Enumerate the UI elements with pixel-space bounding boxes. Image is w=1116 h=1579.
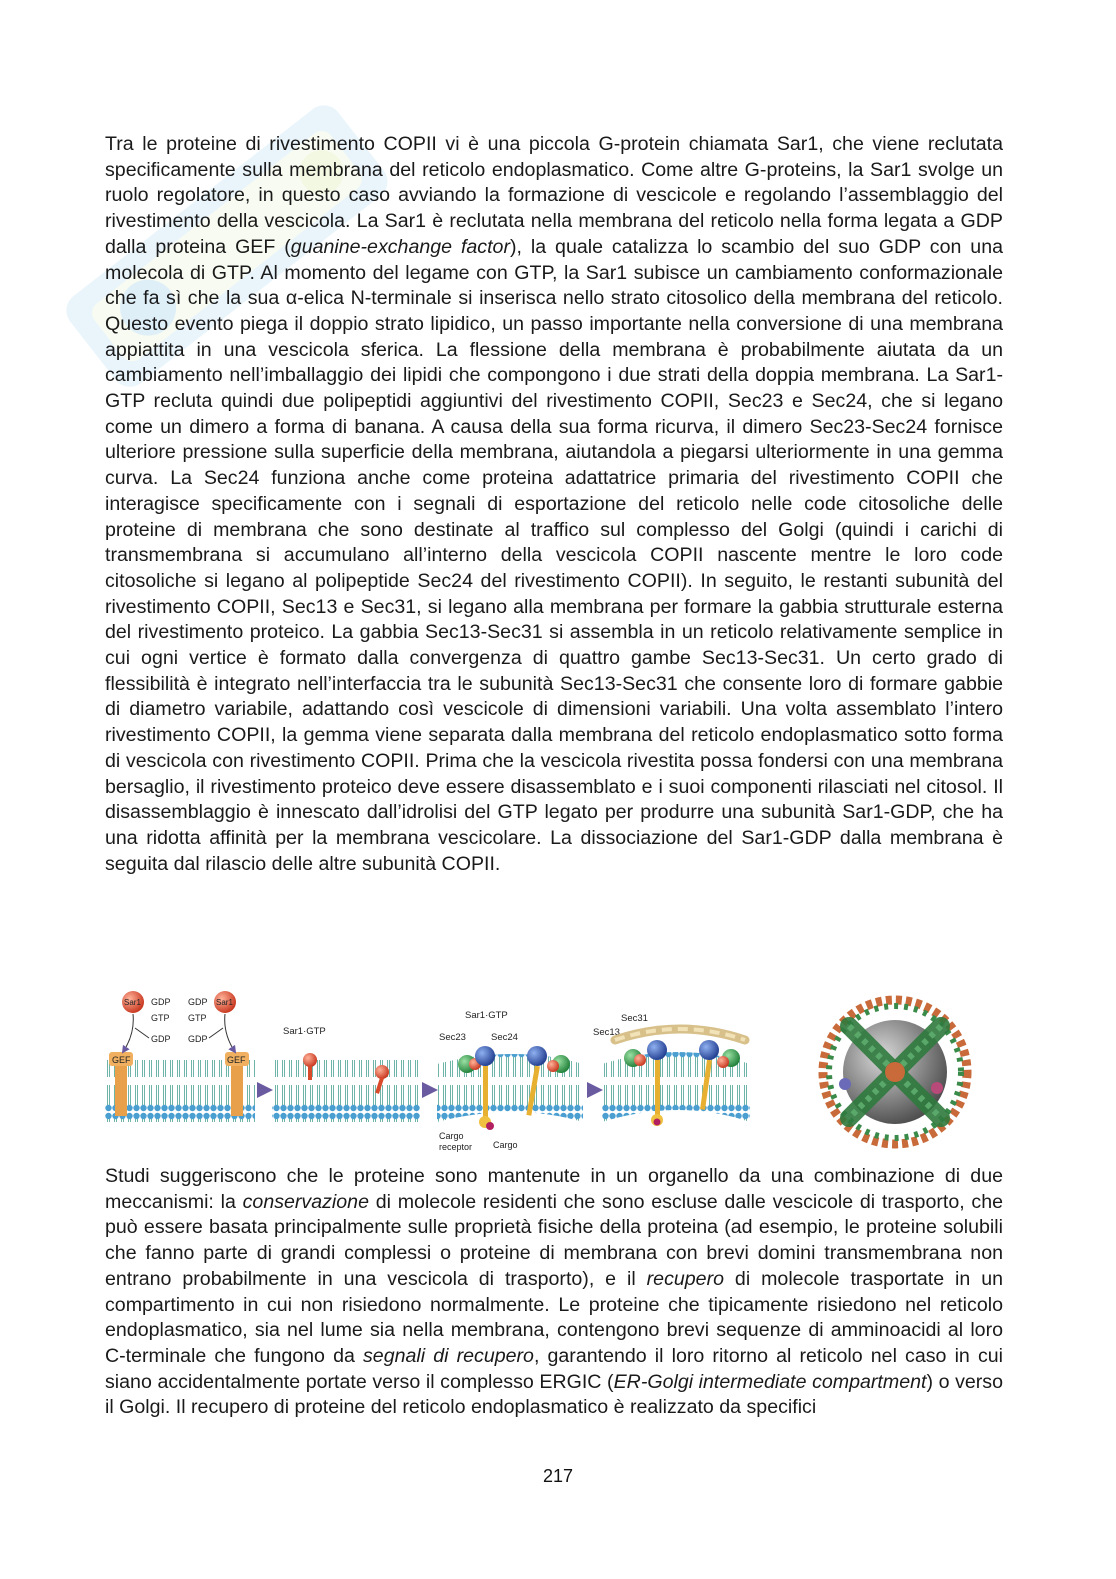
cargo-receptor-stem: [483, 1066, 488, 1120]
exchange-arrow: [123, 1014, 133, 1052]
sec24-ball: [647, 1040, 667, 1060]
paragraph-text: Studi suggeriscono che le proteine sono mantenute in un organello da una combinazione di due meccanismi: la: [105, 1165, 1003, 1213]
copii-figure-svg: [105, 988, 1005, 1156]
cargo-receptor-stem: [655, 1060, 660, 1116]
gef-left-label: GEF: [112, 1055, 131, 1065]
sec31-label: Sec31: [621, 1013, 648, 1024]
sec24-ball: [699, 1040, 719, 1060]
panel-sar1-insertion: [272, 1026, 420, 1122]
sar1-helix: [308, 1066, 312, 1080]
body-paragraph-1: [105, 132, 1003, 877]
panel-sec13-sec31: [593, 1013, 750, 1126]
cargo-label: Cargo: [493, 1140, 518, 1150]
gdp-release-arrow: [209, 1028, 223, 1038]
italic-term: guanine-exchange factor: [290, 235, 510, 258]
exchange-arrow: [225, 1014, 235, 1052]
gdp-label: GDP: [188, 997, 208, 1007]
paragraph-text: , garantendo il loro ritorno al reticolo nel caso in cui siano accidentalmente portate verso il complesso ERGIC (: [105, 1344, 1003, 1393]
sar1-gtp-label: Sar1·GTP: [283, 1026, 326, 1037]
copii-cage-structure: [823, 1000, 967, 1144]
paragraph-text: ), la quale catalizza lo scambio del suo GDP con una molecola di GTP. Al momento del legame con GTP, la Sar1 subisce un cambiamento conformazionale che fa sì che la sua α-elica N-terminale si inserisca nello strato citosolico della membrana del reticolo. Questo evento piega il doppio strato lipidico, un passo importante nella conversione di una membrana appiattita in una vescicola sferica. La flessione della membrana è probabilmente aiutata da un cambiamento nell’imballaggio dei lipidi che compongono i due strati della doppia membrana. La Sar1-GTP recluta quindi due polipeptidi aggiuntivi del rivestimento COPII, Sec23 e Sec24, che si legano come un dimero a forma di banana. A causa della sua forma ricurva, il dimero Sec23-Sec24 fornisce ulteriore pressione sulla superficie della membrana, aiutandola a piegarsi ulteriormente in una gemma curva. La Sec24 funziona anche come proteina adattatrice primaria del rivestimento COPII che interagisce specificamente con i segnali di esportazione del reticolo nelle code citosoliche delle proteine di membrana che sono destinate al traffico sul complesso del Golgi (quindi i carichi di transmembrana si accumulano all’interno della vescicola COPII nascente mentre le loro code citosoliche si legano al polipeptide Sec24 del rivestimento COPII). In seguito, le restanti subunità del rivestimento COPII, Sec13 e Sec31, si legano alla membrana per formare la gabbia strutturale esterna del rivestimento proteico. La gabbia Sec13-Sec31 si assembla in un reticolo relativamente semplice in cui ogni vertice è formato dalla convergenza di quattro gambe Sec13-Sec31. Un certo grado di flessibilità è integrato nell’interfaccia tra le subunità Sec13-Sec31 che consente loro di formare gabbie di diametro variabile, adattando così vescicole di dimensioni variabili. Una volta assemblato l’intero rivestimento COPII, la gemma viene separata dalla membrana del reticolo endoplasmatico sotto forma di vescicola con rivestimento COPII. Prima che la vescicola rivestita possa fondersi con una membrana bersaglio, il rivestimento proteico deve essere disassemblato e i suoi componenti rilasciati nel citosol. Il disassemblaggio è innescato dall’idrolisi del GTP legato per produrre una subunità Sar1-GDP, che ha una ridotta affinità per la membrana vescicolare. La dissociazione del Sar1-GDP dalla membrana è seguita dal rilascio delle altre subunità COPII.: [105, 235, 1003, 875]
gdp-label: GDP: [151, 997, 171, 1007]
sar1-right-label: Sar1: [216, 998, 233, 1007]
cage-vertex: [885, 1062, 905, 1082]
italic-term: ER-Golgi intermediate compartment: [613, 1370, 927, 1393]
membrane: [272, 1060, 420, 1122]
cargo-ball: [486, 1122, 494, 1130]
cargo-receptor-label: receptor: [439, 1142, 473, 1152]
gdp-label: GDP: [188, 1034, 208, 1044]
paragraph-text: Tra le proteine di rivestimento COPII vi è una piccola G-protein chiamata Sar1, che viene reclutata specificamente sulla membrana del reticolo endoplasmatico. Come altre G-proteins, la Sar1 svolge un ruolo regolatore, in questo caso avviando la formazione di vescicole e regolando l’assemblaggio del rivestimento della vescicola. La Sar1 è reclutata nella membrana del reticolo nella forma legata a GDP dalla proteina GEF (: [105, 133, 1003, 258]
cargo-receptor-label: Cargo: [439, 1131, 464, 1141]
gdp-label: GDP: [151, 1034, 171, 1044]
paragraph-text: ) o verso il Golgi. Il recupero di proteine del reticolo endoplasmatico è realizzato da specifici: [105, 1370, 1003, 1419]
gef-right-label: GEF: [227, 1055, 246, 1065]
sec24-label: Sec24: [491, 1032, 518, 1043]
sec24-ball: [475, 1046, 495, 1066]
italic-term: segnali di recupero: [363, 1344, 534, 1367]
paragraph-text: di molecole residenti che sono escluse dalle vescicole di trasporto, che può essere basata principalmente sulle proprietà fisiche della proteina (ad esempio, le proteine solubili che fanno parte di grandi complessi o proteine di membrana con brevi domini transmembrana non entrano probabilmente in una vescicola di trasporto), e il: [105, 1190, 1003, 1290]
cargo-ball: [654, 1119, 661, 1126]
sar1-ball: [634, 1054, 646, 1066]
panel-sec23-sec24: [437, 1010, 583, 1152]
sar1-gtp-label: Sar1·GTP: [465, 1010, 508, 1021]
page-number: 217: [542, 1466, 574, 1486]
coat-subunit: [839, 1078, 851, 1090]
sec23-label: Sec23: [439, 1032, 466, 1043]
body-paragraph-2: [105, 1164, 1003, 1421]
italic-term: recupero: [646, 1267, 724, 1290]
panel-gef-exchange: [105, 991, 255, 1122]
sar1-ball: [303, 1053, 317, 1067]
sar1-ball: [375, 1065, 389, 1079]
gtp-label: GTP: [188, 1013, 207, 1023]
italic-term: conservazione: [242, 1190, 369, 1213]
sec24-ball: [527, 1046, 547, 1066]
coat-subunit: [931, 1082, 943, 1094]
sar1-left-label: Sar1: [124, 998, 141, 1007]
gdp-release-arrow: [135, 1028, 149, 1038]
sar1-ball: [547, 1060, 559, 1072]
sar1-ball: [717, 1056, 729, 1068]
copii-figure: [105, 988, 1005, 1156]
gtp-label: GTP: [151, 1013, 170, 1023]
sec13-label: Sec13: [593, 1027, 620, 1038]
paragraph-text: di molecole trasportate in un compartimento in cui non risiedono normalmente. Le proteine che tipicamente risiedono nel reticolo endoplasmatico, sia nel lume sia nella membrana, contengono brevi sequenze di amminoacidi al loro C-terminale che fungono da: [105, 1267, 1004, 1367]
